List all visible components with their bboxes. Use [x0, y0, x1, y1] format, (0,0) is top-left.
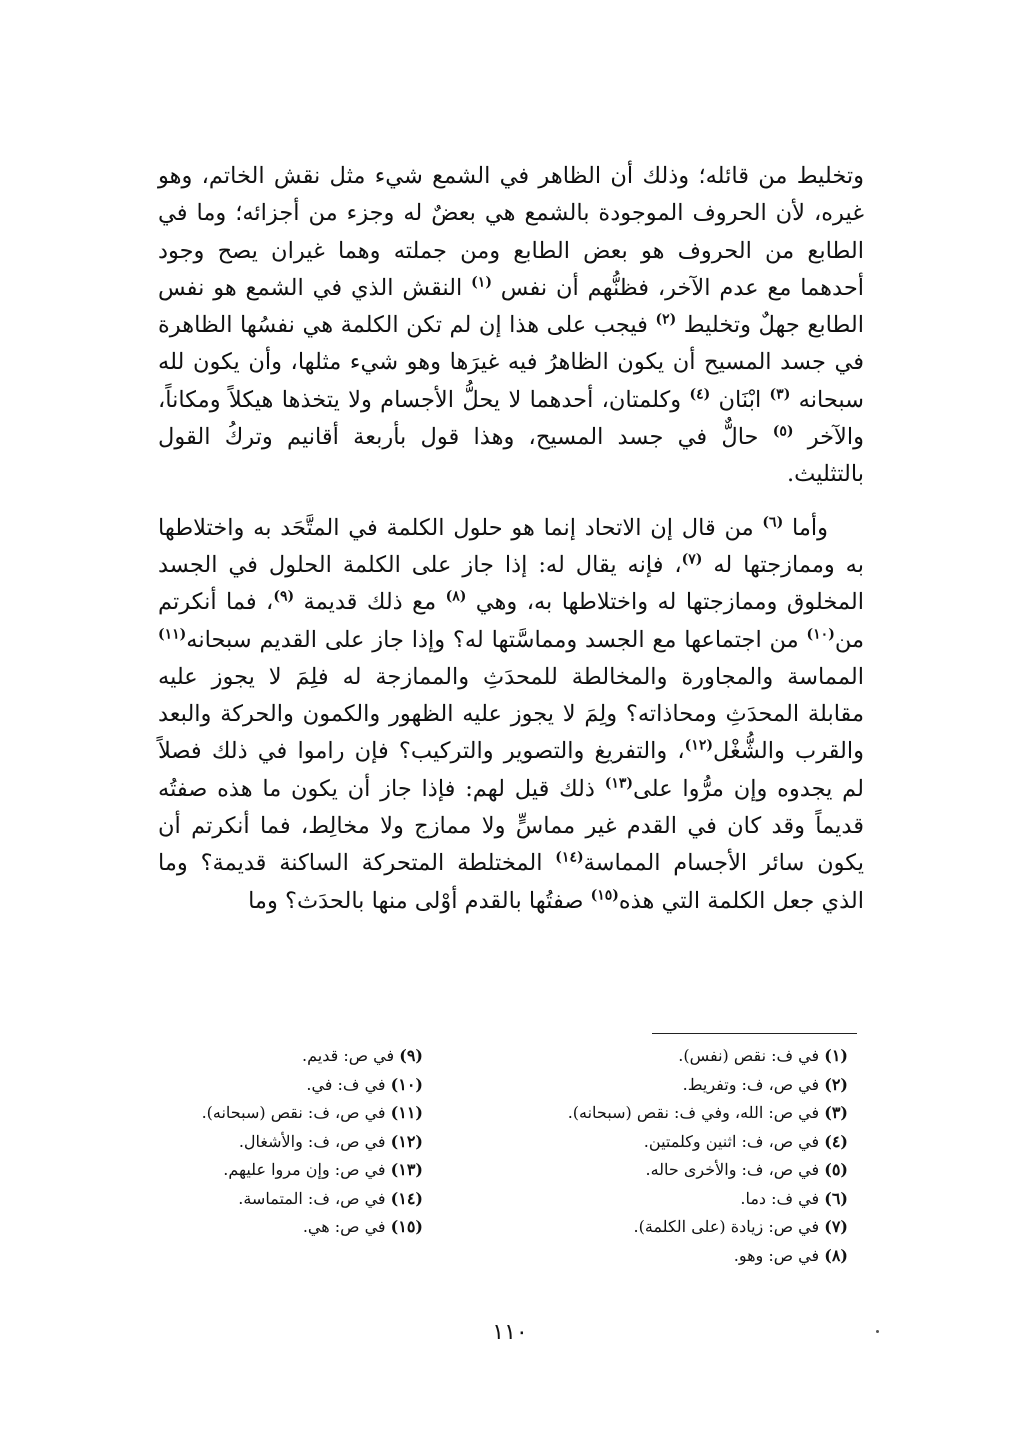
footnote-number: (٨) — [824, 1245, 848, 1265]
text-run: ، والتفريغ والتصوير والتركيب؟ فإن راموا في ذلك فصلاً لم يجدوه وإن مرُّوا على — [158, 738, 864, 802]
footnote-ref-marker: (٤) — [689, 386, 711, 403]
text-run: وكلمتان، أحدهما لا يحلُّ الأجسام ولا يتخذها هيكلاً ومكاناً، والآخر — [158, 386, 864, 451]
footnote-ref-marker: (١) — [471, 274, 492, 291]
text-run: المماسة والمجاورة والمخالطة للمحدَثِ والممازجة له فلِمَ لا يجوز عليه مقابلة المحدَثِ ومحاذاته؟ ولِمَ لا يجوز عليه الظهور والكمون والحركة والبعد والقرب والشُّغْل — [158, 663, 864, 765]
footnote-text: في ص، ف: نقص (سبحانه). — [201, 1103, 391, 1122]
footnote-number: (١٤) — [390, 1188, 423, 1208]
footnote-ref-marker: (١٠) — [806, 626, 835, 643]
footnote-text: في ص، ف: والأخرى حاله. — [645, 1160, 825, 1179]
footnote-number: (١٥) — [390, 1217, 423, 1236]
footnote-number: (١) — [824, 1046, 848, 1065]
text-run: ابْنَان — [710, 386, 770, 413]
footnote-ref-marker: (١٥) — [590, 887, 619, 904]
footnote-item — [503, 1128, 848, 1157]
footnote-ref-marker: (١٢) — [684, 737, 713, 754]
footnote-text: في ص: زيادة (على الكلمة). — [633, 1217, 825, 1236]
footnote-text: في ص، ف: المتماسة. — [238, 1188, 391, 1208]
footnote-text: في ص: وإن مروا عليهم. — [223, 1160, 391, 1179]
footnote-separator-rule — [652, 1033, 857, 1034]
footnote-item — [0, 1213, 423, 1242]
text-run: فيجب على هذا إن لم تكن الكلمة هي نفسُها الظاهرة في جسد المسيح أن يكون الظاهرُ فيه غيرَها وهو شيء مثلها، وأن يكون لله سبحانه — [158, 312, 864, 413]
text-run: من اجتماعها مع الجسد ومماسَّتها له؟ وإذا جاز على القديم سبحانه — [186, 626, 807, 653]
footnote-number: (٣) — [824, 1103, 848, 1122]
footnote-item — [503, 1156, 848, 1185]
footnotes-right-column — [503, 1042, 848, 1270]
footnote-ref-marker: (٨) — [445, 588, 467, 605]
footnote-item — [0, 1042, 423, 1071]
footnotes-left-column — [0, 1042, 423, 1242]
footnote-ref-marker: (٩) — [273, 588, 295, 605]
footnote-item — [0, 1128, 423, 1157]
footnote-text: في ص، ف: اثنين وكلمتين. — [643, 1131, 825, 1151]
footnote-text: في ف: في. — [306, 1074, 391, 1094]
text-run: النقش الذي في الشمع هو نفس الطابع جهلٌ وتخليط — [158, 274, 864, 339]
footnote-item — [503, 1071, 848, 1100]
text-run: حالٌّ في جسد المسيح، وهذا قول بأربعة أقانيم وتركُ القول بالتثليث. — [158, 424, 864, 488]
footnote-ref-marker: (٧) — [681, 551, 703, 568]
text-run: المختلطة المتحركة الساكنة قديمة؟ وما الذي جعل الكلمة التي هذه — [158, 850, 864, 914]
footnote-number: (٤) — [824, 1131, 848, 1151]
footnote-text: في ص: هي. — [302, 1217, 391, 1236]
footnote-number: (٢) — [824, 1074, 848, 1094]
footnote-item — [0, 1071, 423, 1100]
footnote-text: في ف: نقص (نفس). — [678, 1046, 825, 1065]
text-run: من قال إن الاتحاد إنما هو حلول الكلمة في المتَّحَد به واختلاطها به وممازجتها له — [158, 514, 864, 578]
scan-speck — [876, 1330, 879, 1333]
footnote-number: (٥) — [824, 1160, 848, 1179]
footnote-number: (١٣) — [390, 1160, 423, 1179]
text-run: وتخليط من قائله؛ وذلك أن الظاهر في الشمع شيء مثل نقش الخاتم، وهو غيره، لأن الحروف الموجودة بالشمع هي بعضٌ له وجزء من أجزائه؛ وما في الطابع من الحروف هو بعض الطابع ومن جملته وهما غيران يصح وجود أحدهما مع عدم الآخر، فظنُّهم أن نفس — [158, 163, 864, 301]
footnote-text: في ف: دما. — [740, 1188, 825, 1208]
footnote-item — [0, 1156, 423, 1185]
footnote-number: (١١) — [390, 1103, 423, 1122]
footnote-item — [503, 1099, 848, 1128]
footnote-text: في ص، ف: والأشغال. — [238, 1131, 391, 1151]
footnote-item — [503, 1242, 848, 1271]
footnote-number: (٦) — [824, 1188, 848, 1208]
footnote-number: (٧) — [824, 1217, 848, 1236]
footnote-item — [503, 1042, 848, 1071]
footnote-ref-marker: (٢) — [655, 311, 677, 328]
text-run: ، فإنه يقال له: إذا جاز على الكلمة الحلول في الجسد المخلوق وممازجتها له واختلاطها به، وهي — [158, 551, 865, 616]
footnote-ref-marker: (١٤) — [555, 849, 584, 866]
footnote-item — [0, 1185, 423, 1214]
main-text — [158, 158, 864, 920]
page-number: ١١٠ — [492, 1320, 528, 1345]
footnote-ref-marker: (١٣) — [604, 775, 633, 792]
text-run: مع ذلك قديمة — [294, 589, 446, 616]
footnote-item — [503, 1213, 848, 1242]
text-run: صفتُها بالقدم أوْلى منها بالحدَث؟ وما — [248, 887, 591, 914]
footnote-text: في ص: وهو. — [733, 1245, 825, 1265]
footnote-ref-marker: (٦) — [762, 514, 784, 531]
paragraph-second — [158, 510, 864, 920]
footnote-text: في ص: الله، وفي ف: نقص (سبحانه). — [567, 1103, 825, 1122]
text-run: ، فما أنكرتم من — [158, 589, 864, 653]
footnote-text: في ص، ف: وتفريط. — [682, 1074, 825, 1094]
footnote-ref-marker: (٣) — [769, 386, 791, 403]
footnote-text: في ص: قديم. — [302, 1046, 400, 1065]
footnote-number: (١٢) — [390, 1131, 423, 1151]
paragraph-first — [158, 158, 864, 494]
text-run: وأما — [783, 514, 828, 541]
footnote-item — [0, 1099, 423, 1128]
text-run: ذلك قيل لهم: فإذا جاز أن يكون ما هذه صفتُه قديماً وقد كان في القدم غير مماسٍّ ولا ممازج ولا مخالِط، فما أنكرتم أن يكون سائر الأجسام المماسة — [158, 775, 864, 877]
footnote-ref-marker: (٥) — [772, 423, 794, 440]
footnote-number: (١٠) — [390, 1074, 423, 1094]
footnote-number: (٩) — [399, 1046, 423, 1065]
footnote-ref-marker: (١١) — [158, 626, 187, 643]
footnote-item — [503, 1185, 848, 1214]
